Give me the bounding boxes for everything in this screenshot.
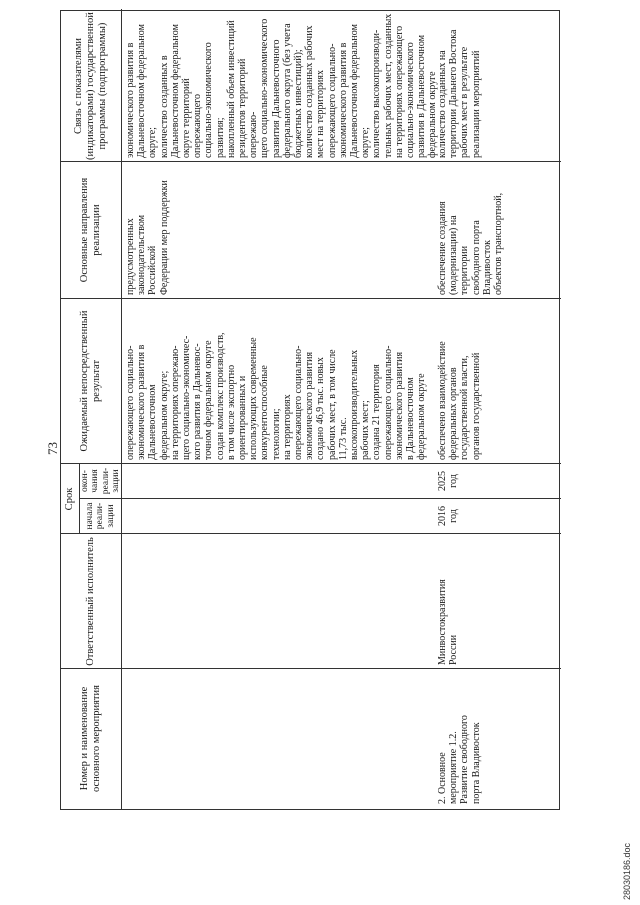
row2-start: 2016 год — [437, 506, 460, 526]
row1-indicators: экономического развития в Дальневосточном федеральном округе; количество созданных в Дальневосточном федеральном округе территорий опережающего социально-экономического развития; накопленный объем инвестиций резидентов территорий опережаю- щего социально-экономического развития Дальневосточного федерального округа (без учета бюджетных инвестиций); количество созданных рабочих мест на территориях опережающего социально- экономического развития в Дальневосточном федеральном округе; количество высокопроизводи- тельных рабочих мест, созданных на территориях опережающего социально-экономического развития в Дальневосточном федеральном округе — [125, 13, 439, 158]
header-directions: Основные направления реализации — [79, 177, 102, 283]
row1-result: опережающего социально- экономического развития в Дальневосточном федеральном округе; на территориях опережаю- щего социально-экономичес- кого развития в Дальневос- точном федеральном округе создан комплекс производств, в том числе экспортно ориентированных и использующих современные конкурентоспособные технологии; на территориях опережающего социально- экономического развития создано 46,9 тыс. новых рабочих мест, в том числе 11,73 тыс. высокопроизводительных рабочих мест; создана 21 территория опережающего социально- экономического развития в Дальневосточном федеральном округе — [125, 332, 428, 460]
row2-indicators: количество созданных на территории Дальнего Востока рабочих мест в результате реализации мероприятий — [437, 29, 482, 158]
row2-directions: обеспечение создания (модернизации) на территории свободного порта Владивосток объектов транспортной, — [437, 192, 505, 295]
page-number: 73 — [45, 442, 60, 455]
row2-executor: Минвостокразвития России — [437, 579, 460, 665]
row2-result: обеспечено взаимодействие федеральных органов государственной власти, органов государственной — [437, 341, 482, 460]
header-term-end: окон- чания реали- зации — [79, 467, 121, 495]
row1-directions: предусмотренных законодательством Российской Федерации мер поддержки — [125, 180, 170, 295]
header-indicators: Связь с показателями (индикаторами) государственной программы (подпрограммы) — [73, 12, 108, 160]
row2-end: 2025 год — [437, 471, 460, 491]
header-result: Ожидаемый непосредственный результат — [79, 310, 102, 452]
footer-doc-code: 28030186.doc — [622, 842, 632, 900]
header-term: Срок — [64, 487, 75, 511]
header-executor: Ответственный исполнитель — [85, 537, 96, 666]
row2-number-name: 2. Основное мероприятие 1.2. Развитие свободного порта Владивосток — [437, 715, 482, 804]
header-term-start: начала реали- зации — [84, 502, 116, 530]
header-number-name: Номер и наименование основного мероприятия — [79, 685, 102, 792]
program-table — [60, 10, 560, 810]
